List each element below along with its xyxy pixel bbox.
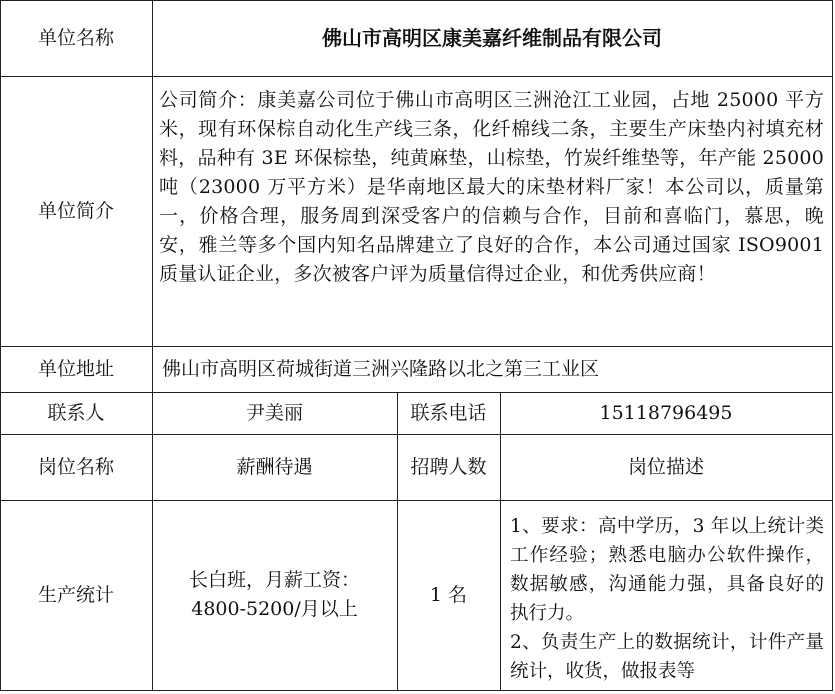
header-description: 岗位描述 bbox=[627, 455, 704, 478]
address-label: 单位地址 bbox=[37, 357, 114, 380]
column-divider bbox=[500, 392, 501, 691]
header-count: 招聘人数 bbox=[410, 455, 487, 478]
contact-value: 尹美丽 bbox=[245, 401, 303, 424]
company-intro-label: 单位简介 bbox=[37, 199, 114, 222]
contact-label: 联系人 bbox=[47, 401, 105, 424]
header-salary: 薪酬待遇 bbox=[236, 455, 313, 478]
job-salary-line2: 4800-5200/月以上 bbox=[191, 598, 358, 620]
company-name-label: 单位名称 bbox=[37, 26, 114, 49]
phone-label: 联系电话 bbox=[410, 401, 487, 424]
row-divider bbox=[0, 392, 833, 393]
row-divider bbox=[0, 76, 833, 77]
column-divider bbox=[152, 0, 153, 691]
row-divider bbox=[0, 500, 833, 501]
column-divider bbox=[397, 392, 398, 691]
company-intro: 公司简介：康美嘉公司位于佛山市高明区三洲沧江工业园，占地 25000 平方米，现有环保棕自动化生产线三条，化纤棉线二条，主要生产床垫内衬填充材料，品种有 3E 环保棕垫，纯黄麻垫，山棕垫，竹炭纤维垫等，年产能 25000 吨（23000 万平方米）是华南地区最大的床垫材料厂家！本公司以，质量第一，价格合理，服务周到深受客户的信赖与合作，目前和喜临门，慕思，晚安，雅兰等多个国内知名品牌建立了良好的合作，本公司通过国家 ISO9001 质量认证企业，多次被客户评为质量信得过企业，和优秀供应商！ bbox=[159, 89, 824, 285]
job-count: 1 名 bbox=[429, 583, 468, 606]
address-value: 佛山市高明区荷城街道三洲兴隆路以北之第三工业区 bbox=[162, 357, 600, 380]
row-divider bbox=[0, 346, 833, 347]
table-border bbox=[0, 0, 833, 1]
company-name: 佛山市高明区康美嘉纤维制品有限公司 bbox=[322, 25, 662, 50]
table-border bbox=[0, 690, 833, 691]
job-salary bbox=[152, 500, 397, 690]
table-border bbox=[0, 0, 1, 691]
table-border bbox=[832, 0, 833, 691]
job-description: 1、要求：高中学历，3 年以上统计类工作经验；熟悉电脑办公软件操作，数据敏感，沟通能力强，具备良好的执行力。 2、负责生产上的数据统计，计件产量统计，收货，做报表等 bbox=[510, 516, 824, 682]
phone-value: 15118796495 bbox=[599, 401, 733, 424]
job-salary-line1: 长白班，月薪工资： bbox=[188, 569, 360, 591]
header-position: 岗位名称 bbox=[37, 455, 114, 478]
row-divider bbox=[0, 434, 833, 435]
job-position: 生产统计 bbox=[37, 583, 114, 606]
